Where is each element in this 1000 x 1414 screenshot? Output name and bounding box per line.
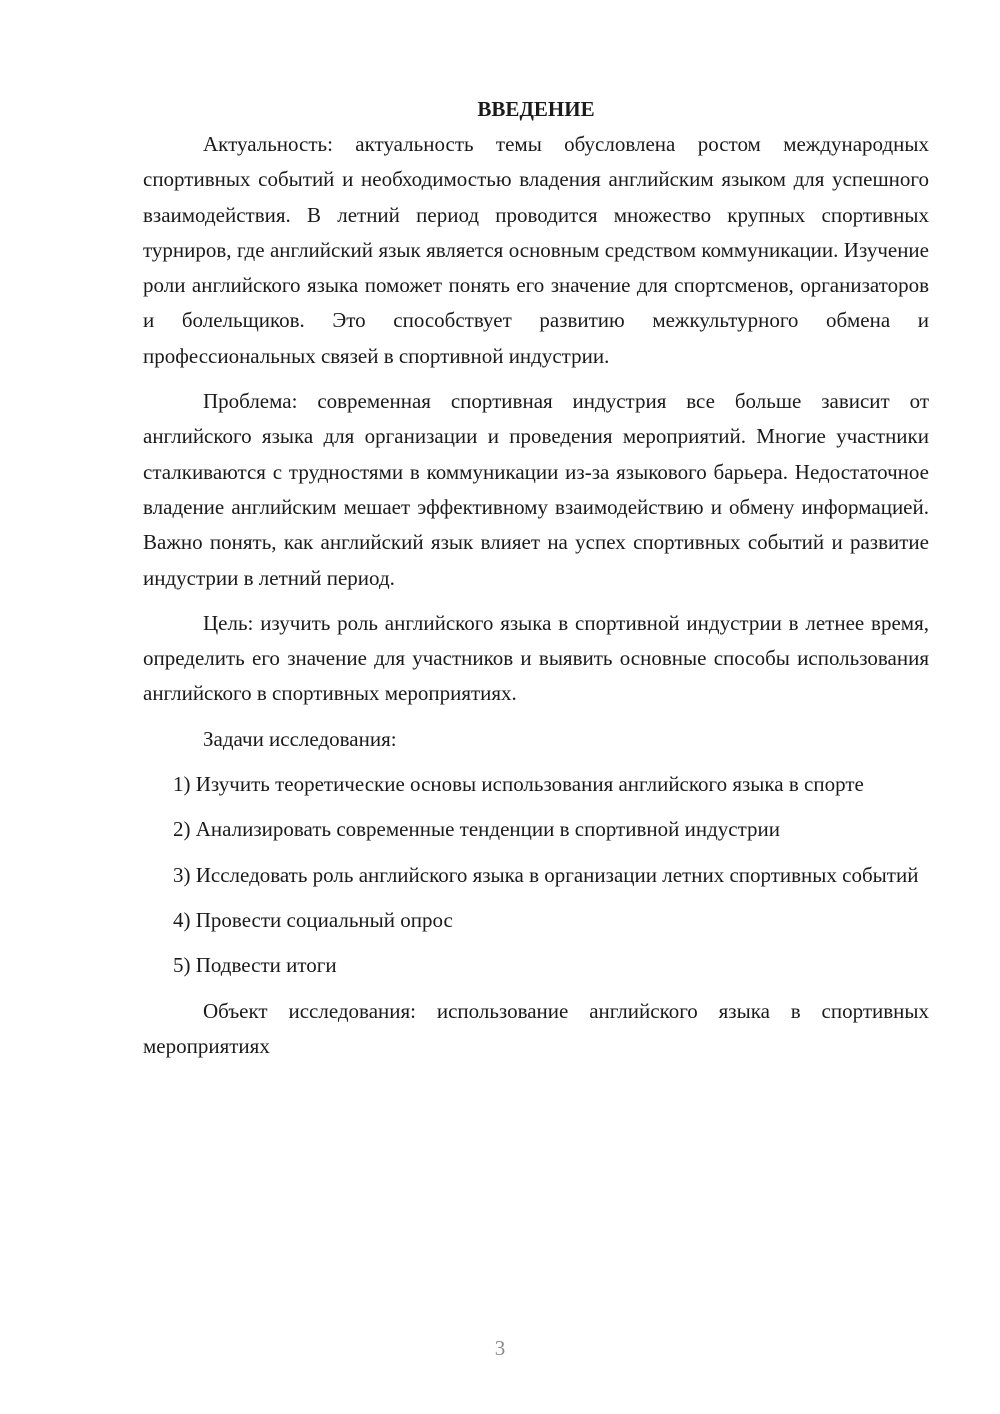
document-page <box>143 92 929 1064</box>
page-number: 3 <box>494 1336 506 1360</box>
relevance-paragraph: Актуальность: актуальность темы обусловлена ростом международных спортивных событий и необходимостью владения английским языком для успешного взаимодействия. В летний период проводится множество крупных спортивных турниров, где английский язык является основным средством коммуникации. Изучение роли английского языка поможет понять его значение для спортсменов, организаторов и болельщиков. Это способствует развитию межкультурного обмена и профессиональных связей в спортивной индустрии. <box>143 132 929 368</box>
task-item: 3) Исследовать роль английского языка в организации летних спортивных событий <box>173 862 919 887</box>
task-item: 5) Подвести итоги <box>173 953 337 978</box>
task-item: 2) Анализировать современные тенденции в спортивной индустрии <box>173 817 780 842</box>
section-title: ВВЕДЕНИЕ <box>477 97 595 121</box>
goal-paragraph: Цель: изучить роль английского языка в спортивной индустрии в летнее время, определить его значение для участников и выявить основные способы использования английского в спортивных мероприятиях. <box>143 610 929 706</box>
task-item: 4) Провести социальный опрос <box>173 907 453 932</box>
task-item: 1) Изучить теоретические основы использования английского языка в спорте <box>173 772 864 797</box>
problem-paragraph: Проблема: современная спортивная индустрия все больше зависит от английского языка для организации и проведения мероприятий. Многие участники сталкиваются с трудностями в коммуникации из-за языкового барьера. Недостаточное владение английским мешает эффективному взаимодействию и обмену информацией. Важно понять, как английский язык влияет на успех спортивных событий и развитие индустрии в летний период. <box>143 389 929 590</box>
tasks-heading: Задачи исследования: <box>203 726 397 751</box>
object-paragraph: Объект исследования: использование английского языка в спортивных мероприятиях <box>143 998 929 1058</box>
